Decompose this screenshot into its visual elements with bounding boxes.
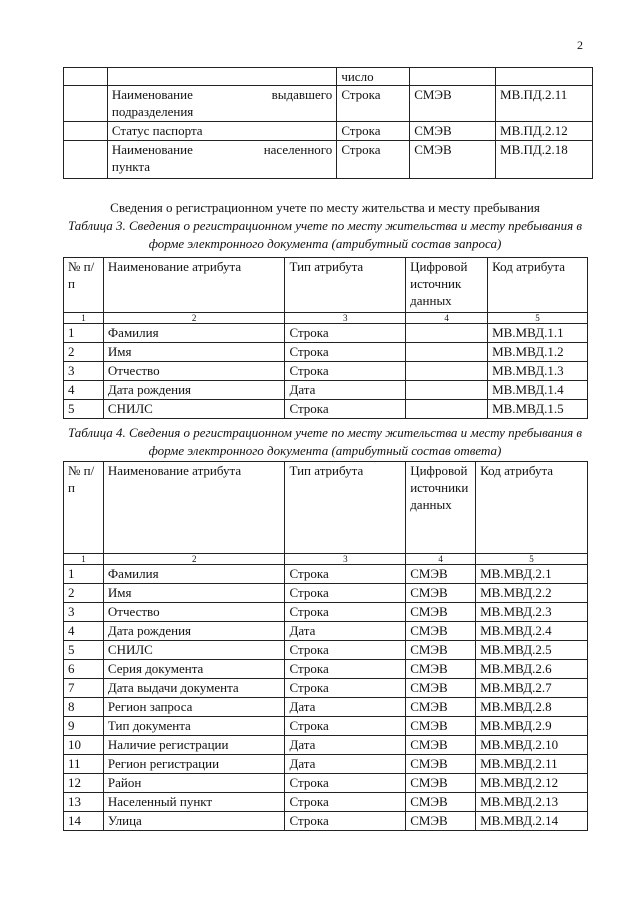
type-cell: Строка xyxy=(337,86,410,122)
source-cell: СМЭВ xyxy=(406,679,476,698)
type-cell: Строка xyxy=(285,400,406,419)
header-attribute-name: Наименование атрибута xyxy=(103,258,285,313)
type-cell: Строка xyxy=(285,774,406,793)
type-cell: Строка xyxy=(285,793,406,812)
attribute-name-line1: Наименование выдавшего xyxy=(111,87,333,102)
type-cell: число xyxy=(337,68,410,86)
type-cell: Строка xyxy=(285,660,406,679)
code-cell: МВ.МВД.2.10 xyxy=(476,736,588,755)
attribute-name-cell: Статус паспорта xyxy=(107,122,336,141)
type-cell: Строка xyxy=(285,812,406,831)
column-number: 3 xyxy=(285,554,406,565)
type-cell: Строка xyxy=(337,122,410,141)
column-number: 2 xyxy=(103,313,285,324)
source-cell: СМЭВ xyxy=(410,86,496,122)
code-cell: МВ.МВД.1.2 xyxy=(488,343,588,362)
code-cell: МВ.МВД.2.8 xyxy=(476,698,588,717)
source-cell xyxy=(406,343,488,362)
source-cell: СМЭВ xyxy=(406,660,476,679)
table-row xyxy=(64,736,588,755)
type-cell: Строка xyxy=(337,141,410,179)
source-cell: СМЭВ xyxy=(410,122,496,141)
type-cell: Строка xyxy=(285,362,406,381)
header-number: № п/п xyxy=(64,258,104,313)
table3-body xyxy=(64,324,588,419)
number-cell: 4 xyxy=(64,622,104,641)
code-cell: МВ.МВД.2.9 xyxy=(476,717,588,736)
type-cell: Дата xyxy=(285,381,406,400)
table-row xyxy=(64,603,588,622)
code-cell: МВ.МВД.2.6 xyxy=(476,660,588,679)
source-cell: СМЭВ xyxy=(406,755,476,774)
attribute-name-cell: Регион регистрации xyxy=(103,755,285,774)
code-cell: МВ.МВД.2.4 xyxy=(476,622,588,641)
number-cell: 14 xyxy=(64,812,104,831)
code-cell: МВ.МВД.1.4 xyxy=(488,381,588,400)
table-row xyxy=(64,622,588,641)
table3-caption: Таблица 3. Сведения о регистрационном учете по месту жительства и месту пребывания в форме электронного документа (атрибутный состав запроса) xyxy=(67,218,583,251)
code-cell: МВ.МВД.2.1 xyxy=(476,565,588,584)
table-row xyxy=(64,679,588,698)
table4-caption: Таблица 4. Сведения о регистрационном учете по месту жительства и месту пребывания в форме электронного документа (атрибутный состав ответа) xyxy=(67,425,583,458)
table-cell xyxy=(64,141,108,179)
attribute-name-cell: Имя xyxy=(103,584,285,603)
type-cell: Строка xyxy=(285,343,406,362)
source-cell: СМЭВ xyxy=(410,141,496,179)
attribute-name-cell xyxy=(107,141,336,179)
code-cell: МВ.МВД.1.3 xyxy=(488,362,588,381)
table-row xyxy=(64,774,588,793)
table-row xyxy=(64,793,588,812)
source-cell: СМЭВ xyxy=(406,812,476,831)
code-cell: МВ.МВД.2.2 xyxy=(476,584,588,603)
code-cell: МВ.ПД.2.18 xyxy=(496,141,593,179)
table-row xyxy=(64,641,588,660)
header-attribute-code: Код атрибута xyxy=(488,258,588,313)
source-cell: СМЭВ xyxy=(406,641,476,660)
code-cell: МВ.МВД.2.14 xyxy=(476,812,588,831)
header-attribute-name: Наименование атрибута xyxy=(103,462,285,554)
attribute-name-cell: Фамилия xyxy=(103,324,285,343)
header-data-source: Цифровой источник данных xyxy=(406,258,488,313)
attribute-name-line2: подразделения xyxy=(111,104,194,119)
table-row xyxy=(64,86,593,122)
attribute-name-cell: Имя xyxy=(103,343,285,362)
source-cell: СМЭВ xyxy=(406,736,476,755)
code-cell: МВ.МВД.2.7 xyxy=(476,679,588,698)
code-cell: МВ.ПД.2.12 xyxy=(496,122,593,141)
table-row xyxy=(64,343,588,362)
type-cell: Строка xyxy=(285,641,406,660)
attribute-name-cell: Отчество xyxy=(103,603,285,622)
column-number: 5 xyxy=(476,554,588,565)
number-cell: 4 xyxy=(64,381,104,400)
code-cell: МВ.МВД.2.11 xyxy=(476,755,588,774)
number-cell: 11 xyxy=(64,755,104,774)
table3 xyxy=(63,257,588,419)
attribute-name-cell: СНИЛС xyxy=(103,641,285,660)
attribute-name-line1: Наименование населенного xyxy=(111,142,333,157)
header-attribute-type: Тип атрибута xyxy=(285,258,406,313)
attribute-name-cell: СНИЛС xyxy=(103,400,285,419)
table-row xyxy=(64,68,593,86)
source-cell: СМЭВ xyxy=(406,565,476,584)
number-cell: 3 xyxy=(64,362,104,381)
source-cell: СМЭВ xyxy=(406,793,476,812)
header-data-source: Цифровой источники данных xyxy=(406,462,476,554)
code-cell: МВ.МВД.2.3 xyxy=(476,603,588,622)
table-cell xyxy=(496,68,593,86)
header-attribute-code: Код атрибута xyxy=(476,462,588,554)
number-cell: 5 xyxy=(64,400,104,419)
attribute-name-cell: Серия документа xyxy=(103,660,285,679)
table4 xyxy=(63,461,588,831)
type-cell: Дата xyxy=(285,755,406,774)
type-cell: Строка xyxy=(285,679,406,698)
code-cell: МВ.МВД.2.12 xyxy=(476,774,588,793)
type-cell: Строка xyxy=(285,584,406,603)
code-cell: МВ.МВД.2.13 xyxy=(476,793,588,812)
attribute-name-cell: Отчество xyxy=(103,362,285,381)
source-cell xyxy=(406,362,488,381)
header-number: № п/п xyxy=(64,462,104,554)
source-cell: СМЭВ xyxy=(406,698,476,717)
section-heading: Сведения о регистрационном учете по месту жительства и месту пребывания xyxy=(110,200,540,215)
attribute-name-cell: Район xyxy=(103,774,285,793)
table-row xyxy=(64,717,588,736)
source-cell xyxy=(406,400,488,419)
source-cell: СМЭВ xyxy=(406,774,476,793)
attribute-name-cell: Фамилия xyxy=(103,565,285,584)
number-cell: 6 xyxy=(64,660,104,679)
type-cell: Дата xyxy=(285,698,406,717)
attribute-name-cell: Дата выдачи документа xyxy=(103,679,285,698)
type-cell: Строка xyxy=(285,324,406,343)
table-row xyxy=(64,812,588,831)
type-cell: Строка xyxy=(285,717,406,736)
type-cell: Строка xyxy=(285,565,406,584)
number-cell: 2 xyxy=(64,584,104,603)
table-row xyxy=(64,362,588,381)
continued-attributes-table xyxy=(63,67,593,179)
column-number: 4 xyxy=(406,554,476,565)
column-number: 3 xyxy=(285,313,406,324)
type-cell: Строка xyxy=(285,603,406,622)
number-cell: 10 xyxy=(64,736,104,755)
number-cell: 1 xyxy=(64,324,104,343)
number-cell: 13 xyxy=(64,793,104,812)
type-cell: Дата xyxy=(285,622,406,641)
attribute-name-cell: Тип документа xyxy=(103,717,285,736)
attribute-name-cell: Улица xyxy=(103,812,285,831)
table-header-row xyxy=(64,258,588,313)
column-number: 2 xyxy=(103,554,285,565)
number-cell: 5 xyxy=(64,641,104,660)
source-cell: СМЭВ xyxy=(406,717,476,736)
table-cell xyxy=(64,86,108,122)
number-cell: 12 xyxy=(64,774,104,793)
table-row xyxy=(64,381,588,400)
column-number-row xyxy=(64,554,588,565)
page-number: 2 xyxy=(577,38,583,52)
code-cell: МВ.МВД.1.1 xyxy=(488,324,588,343)
code-cell: МВ.ПД.2.11 xyxy=(496,86,593,122)
attribute-name-cell: Наличие регистрации xyxy=(103,736,285,755)
table-row xyxy=(64,584,588,603)
header-attribute-type: Тип атрибута xyxy=(285,462,406,554)
number-cell: 3 xyxy=(64,603,104,622)
table-cell xyxy=(64,68,108,86)
table-row xyxy=(64,698,588,717)
code-cell: МВ.МВД.1.5 xyxy=(488,400,588,419)
source-cell: СМЭВ xyxy=(406,622,476,641)
table-row xyxy=(64,141,593,179)
table-row xyxy=(64,755,588,774)
source-cell: СМЭВ xyxy=(406,603,476,622)
type-cell: Дата xyxy=(285,736,406,755)
table-row xyxy=(64,122,593,141)
number-cell: 2 xyxy=(64,343,104,362)
attribute-name-line2: пункта xyxy=(111,159,151,174)
attribute-name-cell: Регион запроса xyxy=(103,698,285,717)
column-number: 1 xyxy=(64,313,104,324)
table-row xyxy=(64,324,588,343)
source-cell: СМЭВ xyxy=(406,584,476,603)
table-cell xyxy=(64,122,108,141)
code-cell: МВ.МВД.2.5 xyxy=(476,641,588,660)
table-row xyxy=(64,660,588,679)
table-row xyxy=(64,400,588,419)
number-cell: 8 xyxy=(64,698,104,717)
table4-body xyxy=(64,565,588,831)
column-number: 5 xyxy=(488,313,588,324)
column-number-row xyxy=(64,313,588,324)
column-number: 1 xyxy=(64,554,104,565)
column-number: 4 xyxy=(406,313,488,324)
table-row xyxy=(64,565,588,584)
number-cell: 7 xyxy=(64,679,104,698)
attribute-name-cell: Дата рождения xyxy=(103,622,285,641)
table-cell xyxy=(107,68,336,86)
number-cell: 9 xyxy=(64,717,104,736)
table-header-row xyxy=(64,462,588,554)
table-cell xyxy=(410,68,496,86)
source-cell xyxy=(406,324,488,343)
attribute-name-cell xyxy=(107,86,336,122)
attribute-name-cell: Населенный пункт xyxy=(103,793,285,812)
number-cell: 1 xyxy=(64,565,104,584)
source-cell xyxy=(406,381,488,400)
attribute-name-cell: Дата рождения xyxy=(103,381,285,400)
